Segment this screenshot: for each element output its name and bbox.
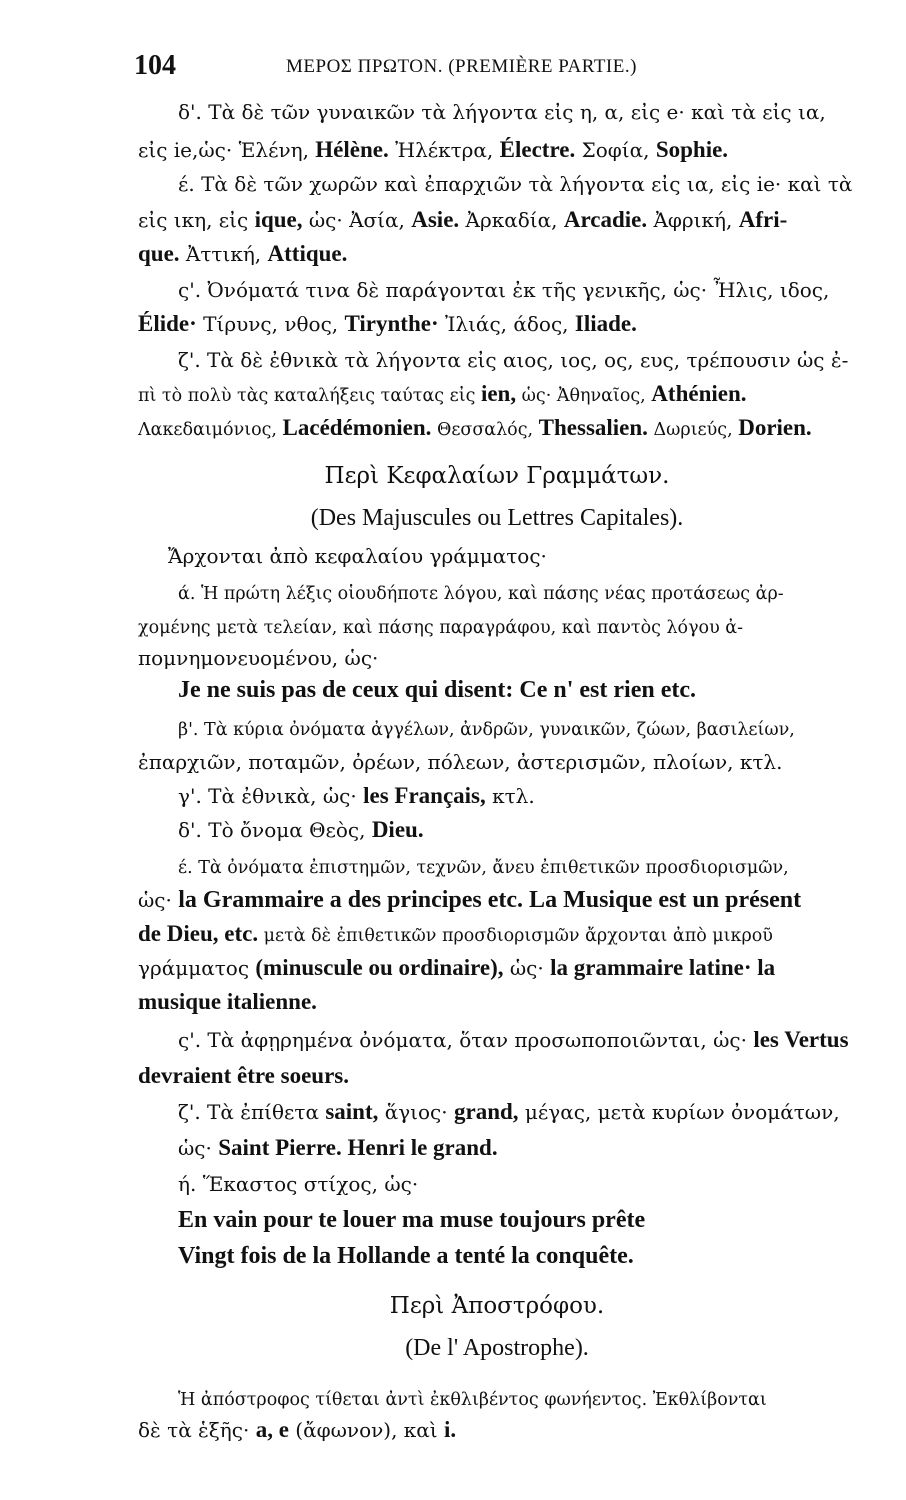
text-line: Je ne suis pas de ceux qui disent: Ce n' est rien etc. <box>178 677 696 703</box>
text-line: δ'. Τὰ δὲ τῶν γυναικῶν τὰ λήγοντα εἰς η, α, εἰς e· καὶ τὰ εἰς ια, <box>178 100 826 124</box>
section-title-greek: Περὶ Κεφαλαίων Γραμμάτων. <box>324 463 670 489</box>
text-line: β'. Τὰ κύρια ὀνόματα ἀγγέλων, ἀνδρῶν, γυναικῶν, ζώων, βασιλείων, <box>178 720 795 740</box>
text-line: έ. Τὰ ὀνόματα ἐπιστημῶν, τεχνῶν, ἄνευ ἐπιθετικῶν προσδιορισμῶν, <box>178 858 789 878</box>
text-line: de Dieu, etc. μετὰ δὲ ἐπιθετικῶν προσδιορισμῶν ἄρχονται ἀπὸ μικροῦ <box>138 921 773 946</box>
text-line: δ'. Τὸ ὄνομα Θεὸς, Dieu. <box>178 817 424 842</box>
text-line: ά. Ἡ πρώτη λέξις οἱουδήποτε λόγου, καὶ πάσης νέας προτάσεως ἀρ- <box>178 584 784 604</box>
text-line: ς'. Τὰ ἀφῃρημένα ὀνόματα, ὅταν προσωποποιῶνται, ὡς· les Vertus <box>178 1027 849 1052</box>
section-title-french: (De l' Apostrophe). <box>405 1335 589 1361</box>
text-line: Élide· Τίρυνς, νθος, Tirynthe· Ἰλιάς, άδος, Iliade. <box>138 311 637 336</box>
text-line: que. Ἀττική, Attique. <box>138 241 348 266</box>
text-line: ζ'. Τὰ ἐπίθετα saint, ἅγιος· grand, μέγας, μετὰ κυρίων ὀνομάτων, <box>178 1099 840 1124</box>
page-number: 104 <box>134 50 176 81</box>
text-line: Λακεδαιμόνιος, Lacédémonien. Θεσσαλός, Thessalien. Δωριεύς, Dorien. <box>138 415 812 440</box>
text-line: γ'. Τὰ ἐθνικὰ, ὡς· les Français, κτλ. <box>178 783 535 808</box>
text-line: ή. Ἕκαστος στίχος, ὡς· <box>178 1172 419 1196</box>
text-line: εἰς ικη, εἰς ique, ὡς· Ἀσία, Asie. Ἀρκαδία, Arcadie. Ἀφρική, Afri- <box>138 207 788 232</box>
text-line: πομνημονευομένου, ὡς· <box>138 646 379 670</box>
text-line: ἐπαρχιῶν, ποταμῶν, ὀρέων, πόλεων, ἀστερισμῶν, πλοίων, κτλ. <box>138 750 783 774</box>
section-title-greek: Περὶ Ἀποστρόφου. <box>389 1293 605 1319</box>
text-line: Ἄρχονται ἀπὸ κεφαλαίου γράμματος· <box>168 544 547 568</box>
text-line: ς'. Ὀνόματά τινα δὲ παράγονται ἐκ τῆς γενικῆς, ὡς· Ἦλις, ιδος, <box>178 278 830 302</box>
text-line: ζ'. Τὰ δὲ ἐθνικὰ τὰ λήγοντα εἰς αιος, ιος, ος, ευς, τρέπουσιν ὡς ἐ- <box>178 348 849 372</box>
text-line: devraient être soeurs. <box>138 1063 349 1088</box>
verse-line: En vain pour te louer ma muse toujours prête <box>178 1207 646 1233</box>
text-line: δὲ τὰ ἑξῆς· a, e (ἄφωνον), καὶ i. <box>138 1417 457 1442</box>
text-line: ὡς· la Grammaire a des principes etc. La Musique est un présent <box>138 887 802 913</box>
text-line: musique italienne. <box>138 989 317 1014</box>
section-title-french: (Des Majuscules ou Lettres Capitales). <box>310 505 684 531</box>
text-line: ὡς· Saint Pierre. Henri le grand. <box>178 1135 498 1160</box>
text-line: χομένης μετὰ τελείαν, καὶ πάσης παραγράφου, καὶ παντὸς λόγου ἀ- <box>138 618 744 638</box>
text-line: πὶ τὸ πολὺ τὰς καταλήξεις ταύτας εἰς ien, ὡς· Ἀθηναῖος, Athénien. <box>138 381 747 406</box>
running-head: ΜΕΡΟΣ ΠΡΩΤΟΝ. (PREMIÈRE PARTIE.) <box>286 56 637 77</box>
text-line: εἰς ie,ὡς· Ἑλένη, Hélène. Ἠλέκτρα, Électre. Σοφία, Sophie. <box>138 137 729 162</box>
verse-line: Vingt fois de la Hollande a tenté la conquête. <box>178 1243 634 1269</box>
text-line: γράμματος (minuscule ou ordinaire), ὡς· la grammaire latine· la <box>138 955 776 980</box>
text-line: Ἡ ἀπόστροφος τίθεται ἀντὶ ἐκθλιβέντος φωνήεντος. Ἐκθλίβονται <box>178 1390 767 1410</box>
text-line: έ. Τὰ δὲ τῶν χωρῶν καὶ ἐπαρχιῶν τὰ λήγοντα εἰς ια, εἰς ie· καὶ τὰ <box>178 172 853 196</box>
page-header <box>130 48 850 84</box>
